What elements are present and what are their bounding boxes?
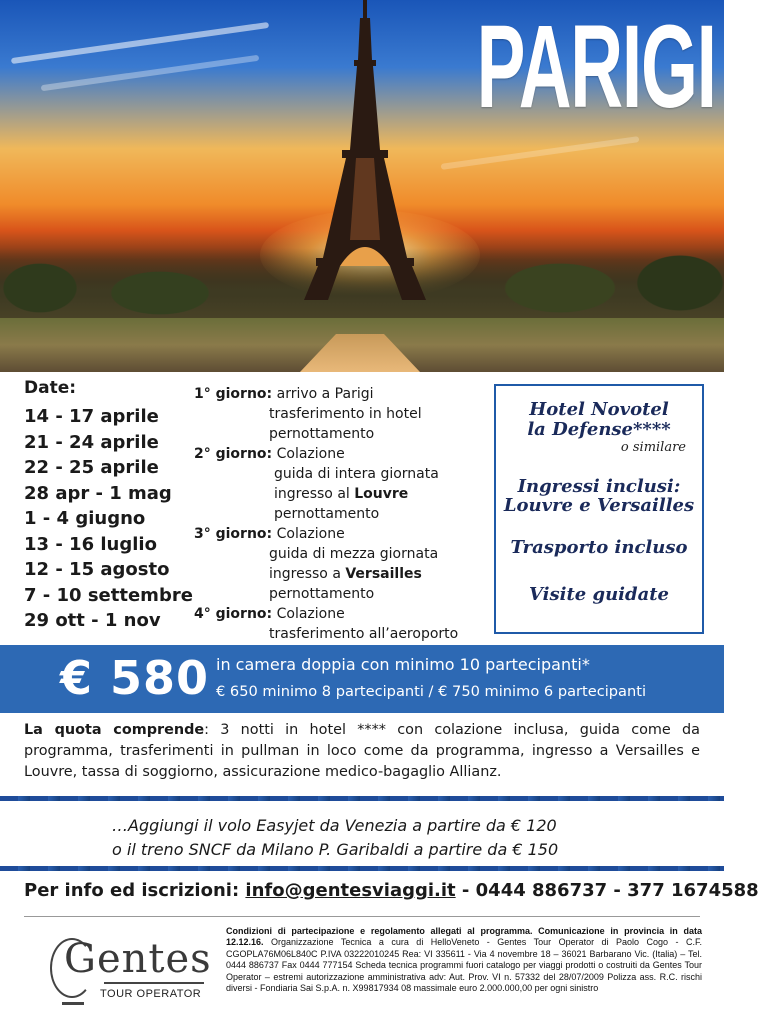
activity-text: ingresso al xyxy=(274,486,355,502)
highlights-box xyxy=(494,384,704,634)
day-activity: guida di mezza giornata xyxy=(269,546,439,562)
hero-image xyxy=(0,0,724,372)
included-entries xyxy=(496,477,702,515)
day-activity: trasferimento all’aeroporto xyxy=(269,626,459,642)
day-activity: pernottamento xyxy=(269,586,375,602)
quota-text: : 3 notti in hotel **** con colazione inclusa, guida come da programma, trasferimenti in pullman in loco come da programma, ingresso a Versailles e Louvre, tassa di soggiorno, assicurazione medico-bagaglio Allianz. xyxy=(24,722,700,780)
day-activity: Colazione xyxy=(276,446,345,462)
itinerary-day-1 xyxy=(194,384,484,404)
email-link[interactable]: info@gentesviaggi.it xyxy=(245,880,456,901)
similar-note: o similare xyxy=(620,440,686,455)
itinerary-day-2 xyxy=(194,444,484,464)
logo-underline xyxy=(104,982,204,984)
activity-text: ingresso a xyxy=(269,566,346,582)
day-label: 4° giorno: xyxy=(194,606,273,622)
transport-included: Trasporto incluso xyxy=(510,537,688,558)
day-label: 1° giorno: xyxy=(194,386,273,402)
cloud-streak xyxy=(41,55,260,92)
day-activity xyxy=(194,564,484,584)
itinerary xyxy=(194,384,484,644)
hotel-name xyxy=(496,400,702,440)
contact-prefix: Per info ed iscrizioni: xyxy=(24,880,246,901)
travel-offer xyxy=(112,814,558,862)
day-activity: trasferimento in hotel xyxy=(269,406,422,422)
date-item: 7 - 10 settembre xyxy=(24,584,193,606)
legal-bold: Condizioni di partecipazione e regolamento allegati al programma. Comunicazione in provincia in data 12.12.16. xyxy=(226,926,702,948)
divider xyxy=(0,866,724,871)
price-band xyxy=(0,645,724,713)
divider xyxy=(0,796,724,801)
itinerary-day-3 xyxy=(194,524,484,544)
itinerary-day-4 xyxy=(194,604,484,624)
date-item: 14 - 17 aprile xyxy=(24,406,159,427)
day-label: 3° giorno: xyxy=(194,526,273,542)
date-item: 28 apr - 1 mag xyxy=(24,482,172,504)
logo-subtitle: TOUR OPERATOR xyxy=(100,988,202,1000)
date-item: 29 ott - 1 nov xyxy=(24,610,161,631)
date-item: 12 - 15 agosto xyxy=(24,559,170,580)
day-activity: pernottamento xyxy=(269,426,375,442)
flight-offer: …Aggiungi il volo Easyjet da Venezia a partire da € 120 xyxy=(112,816,557,835)
day-activity xyxy=(194,484,484,504)
train-offer: o il treno SNCF da Milano P. Garibaldi a partire da € 150 xyxy=(112,840,559,859)
legal-body: Organizzazione Tecnica a cura di HelloVeneto - Gentes Tour Operator di Paolo Cogo - C.F. CGOPLA76M06L840C P.IVA 03222010245 Rea: VI 335611 - Via 4 novembre 18 – 36021 Barbarano Vic. (Italia) – Tel. 0444 886737 Fax 0444 777154 Scheda tecnica programmi fuori catalogo per viaggi prodotti o costruiti da Gentes Tour Operator – estremi autorizzazione amministrativa adv: Aut. Prov. VI n. 57332 del 28/07/2009 Polizza ass. R.C. rischi diversi - Fondiaria Sai S.p.A. n. X99817934 08 massimale euro 2.000.000,00 per ogni sinistro xyxy=(226,937,702,994)
price-amount: € 580 xyxy=(60,651,210,705)
logo-wordmark: Gentes xyxy=(64,936,212,982)
date-item: 13 - 16 luglio xyxy=(24,533,157,555)
included-line: Ingressi inclusi: xyxy=(517,476,681,497)
day-activity: arrivo a Parigi xyxy=(276,386,374,402)
price-condition: in camera doppia con minimo 10 partecipanti* xyxy=(216,655,590,674)
day-activity: Colazione xyxy=(276,526,345,542)
legal-text xyxy=(226,926,702,994)
gentes-logo xyxy=(44,928,212,1012)
guided-tours: Visite guidate xyxy=(528,584,670,605)
date-item: 1 - 4 giugno xyxy=(24,508,146,529)
day-label: 2° giorno: xyxy=(194,446,273,462)
price-alternatives: € 650 minimo 8 partecipanti / € 750 minimo 6 partecipanti xyxy=(216,683,647,700)
date-item: 22 - 25 aprile xyxy=(24,457,159,478)
page-title: PARIGI xyxy=(476,1,716,133)
divider xyxy=(24,916,700,917)
phone-numbers: - 0444 886737 - 377 1674588 xyxy=(455,880,759,901)
cloud-streak xyxy=(441,136,640,170)
quota-description xyxy=(24,720,700,783)
contact-line xyxy=(24,880,759,901)
day-activity: guida di intera giornata xyxy=(274,466,439,482)
louvre-highlight: Louvre xyxy=(354,486,409,502)
quota-label: La quota comprende xyxy=(24,722,205,738)
hotel-line: la Defense**** xyxy=(527,419,671,440)
dates-label: Date: xyxy=(24,378,77,398)
date-item: 21 - 24 aprile xyxy=(24,431,159,453)
day-activity: Colazione xyxy=(276,606,345,622)
included-line: Louvre e Versailles xyxy=(503,495,695,516)
globe-stand-icon xyxy=(62,992,84,1005)
versailles-highlight: Versailles xyxy=(345,566,422,582)
dates-list xyxy=(24,378,194,634)
eiffel-tower-icon xyxy=(300,0,430,300)
day-activity: pernottamento xyxy=(274,506,380,522)
hotel-line: Hotel Novotel xyxy=(529,399,669,420)
